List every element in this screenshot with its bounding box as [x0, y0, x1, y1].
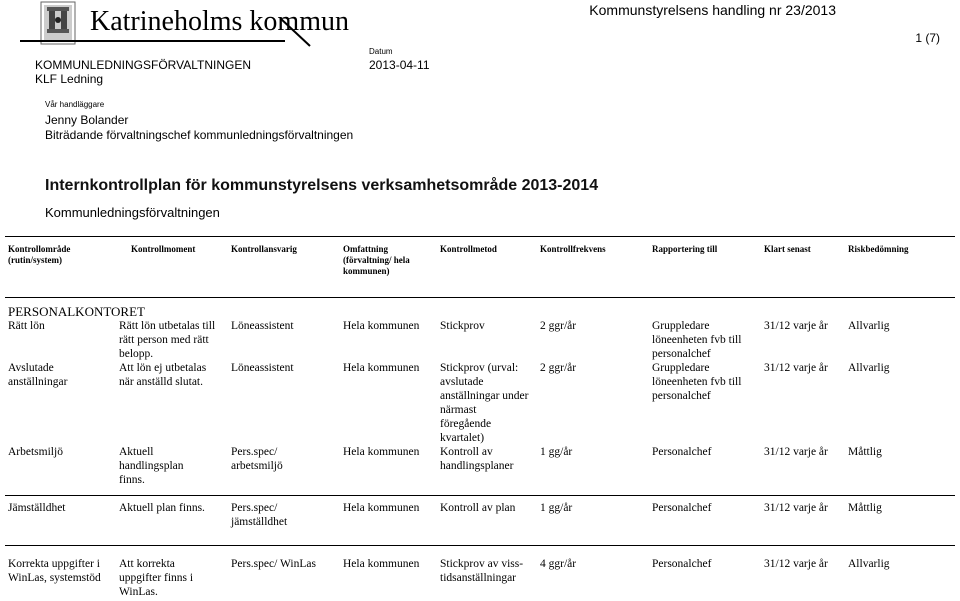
cell-omfattning: Hela kommunen — [343, 558, 420, 570]
org-underline — [20, 40, 285, 42]
logo-slash-decoration — [278, 16, 312, 48]
cell-frekvens: 2 ggr/år — [540, 320, 577, 332]
cell-ansvarig: Pers.spec/ jämställdhet — [231, 502, 288, 528]
department: KOMMUNLEDNINGSFÖRVALTNINGEN — [35, 58, 252, 72]
table-header-rule — [5, 297, 955, 298]
cell-ansvarig: Löneassistent — [231, 320, 294, 332]
section-title: PERSONALKONTORET — [8, 304, 145, 319]
cell-risk: Allvarlig — [848, 558, 890, 570]
cell-frekvens: 4 ggr/år — [540, 558, 577, 570]
cell-risk: Allvarlig — [848, 362, 890, 374]
cell-metod: Kontroll av plan — [440, 502, 516, 514]
cell-frekvens: 1 gg/år — [540, 446, 573, 458]
handler-label: Vår handläggare — [45, 100, 105, 109]
cell-moment: Att korrekta uppgifter finns i WinLas. — [119, 558, 194, 598]
org-name: Katrineholms kommun — [90, 6, 349, 37]
cell-klart: 31/12 varje år — [764, 502, 828, 514]
cell-metod: Stickprov (urval: avslutade anställningar under närmast föregående kvartalet) — [440, 362, 529, 444]
cell-klart: 31/12 varje år — [764, 362, 828, 374]
cell-rapport: Personalchef — [652, 558, 712, 570]
page-subtitle: Kommunledningsförvaltningen — [45, 205, 220, 220]
cell-rapport: Personalchef — [652, 502, 712, 514]
cell-klart: 31/12 varje år — [764, 320, 828, 332]
handler-title: Biträdande förvaltningschef kommunledningsförvaltningen — [45, 128, 354, 142]
cell-rapport: Personalchef — [652, 446, 712, 458]
header-riskbedomning: Riskbedömning — [848, 244, 909, 254]
page-title: Internkontrollplan för kommunstyrelsens verksamhetsområde 2013-2014 — [45, 177, 599, 194]
cell-ansvarig: Pers.spec/ WinLas — [231, 558, 316, 570]
cell-omrade: Korrekta uppgifter i WinLas, systemstöd — [8, 558, 101, 584]
header-klart-senast: Klart senast — [764, 244, 811, 254]
table-top-rule — [5, 236, 955, 237]
cell-risk: Måttlig — [848, 502, 882, 514]
cell-ansvarig: Pers.spec/ arbetsmiljö — [231, 446, 283, 472]
cell-omrade: Avslutade anställningar — [8, 362, 68, 388]
header-kontrollansvarig: Kontrollansvarig — [231, 244, 297, 254]
sub-department: KLF Ledning — [35, 72, 104, 86]
cell-omfattning: Hela kommunen — [343, 362, 420, 374]
page-number: 1 (7) — [915, 31, 940, 45]
cell-frekvens: 2 ggr/år — [540, 362, 577, 374]
cell-metod: Kontroll av handlingsplaner — [440, 446, 514, 472]
row-divider — [5, 495, 955, 496]
cell-moment: Aktuell handlingsplan finns. — [119, 446, 184, 486]
header-kontrollmetod: Kontrollmetod — [440, 244, 497, 254]
cell-metod: Stickprov — [440, 320, 485, 332]
cell-klart: 31/12 varje år — [764, 446, 828, 458]
header-omfattning: Omfattning (förvaltning/ hela kommunen) — [343, 244, 410, 276]
header-kontrollmoment: Kontrollmoment — [131, 244, 196, 254]
cell-rapport: Gruppledare löneenheten fvb till personalchef — [652, 320, 742, 360]
date-label: Datum — [369, 47, 393, 56]
cell-ansvarig: Löneassistent — [231, 362, 294, 374]
cell-moment: Att lön ej utbetalas när anställd slutat. — [119, 362, 207, 388]
cell-omfattning: Hela kommunen — [343, 502, 420, 514]
header-kontrollomrade: Kontrollområde (rutin/system) — [8, 244, 71, 265]
cell-omfattning: Hela kommunen — [343, 446, 420, 458]
document-reference: Kommunstyrelsens handling nr 23/2013 — [589, 2, 836, 18]
date-value: 2013-04-11 — [369, 58, 430, 72]
cell-metod: Stickprov av viss-tidsanställningar — [440, 558, 524, 584]
handler-name: Jenny Bolander — [45, 113, 129, 127]
cell-moment: Rätt lön utbetalas till rätt person med rätt belopp. — [119, 320, 216, 360]
header-rapportering: Rapportering till — [652, 244, 718, 254]
cell-moment: Aktuell plan finns. — [119, 502, 205, 514]
cell-omrade: Jämställdhet — [8, 502, 66, 514]
cell-risk: Måttlig — [848, 446, 882, 458]
header-kontrollfrekvens: Kontrollfrekvens — [540, 244, 606, 254]
cell-risk: Allvarlig — [848, 320, 890, 332]
cell-omrade: Arbetsmiljö — [8, 446, 63, 458]
row-divider — [5, 545, 955, 546]
cell-klart: 31/12 varje år — [764, 558, 828, 570]
cell-omfattning: Hela kommunen — [343, 320, 420, 332]
cell-omrade: Rätt lön — [8, 320, 45, 332]
cell-frekvens: 1 gg/år — [540, 502, 573, 514]
cell-rapport: Gruppledare löneenheten fvb till personalchef — [652, 362, 742, 402]
